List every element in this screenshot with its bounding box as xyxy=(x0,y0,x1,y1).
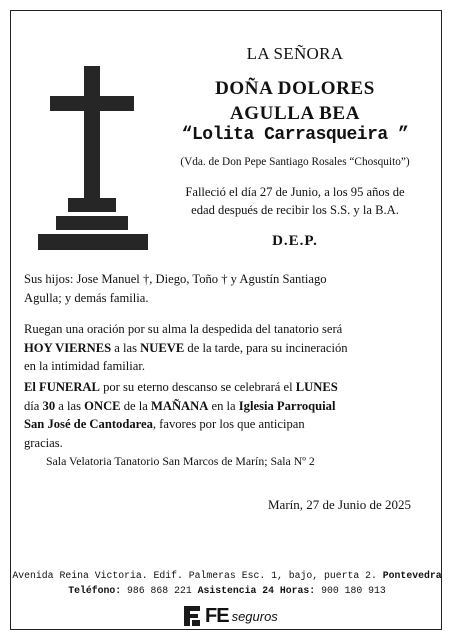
wake-location: Sala Velatoria Tanatorio San Marcos de Marín; Sala Nº 2 xyxy=(46,454,315,468)
funeral-home-footer xyxy=(0,568,454,598)
death-line-2: edad después de recibir los S.S. y la B.A. xyxy=(191,203,399,217)
fe-seguros-logo xyxy=(182,602,278,630)
footer-phones: Teléfono: 986 868 221 Asistencia 24 Horas: 900 180 913 xyxy=(68,585,386,596)
death-details xyxy=(150,183,440,219)
funeral-line-1: El FUNERAL por su eterno descanso se celebrará el LUNES xyxy=(24,380,338,394)
widow-of-line: (Vda. de Don Pepe Santiago Rosales “Chosquito”) xyxy=(180,156,410,168)
funeral-line-3: San José de Cantodarea, favores por los que anticipan xyxy=(24,417,305,431)
family-line-1: Sus hijos: Jose Manuel †, Diego, Toño † y Agustín Santiago xyxy=(24,272,327,286)
heading: LA SEÑORA xyxy=(246,44,344,63)
death-line-1: Falleció el día 27 de Junio, a los 95 años de xyxy=(185,185,405,199)
deceased-name-line1: DOÑA DOLORES xyxy=(215,78,375,99)
fe-seguros-logo-icon xyxy=(182,604,202,628)
funeral-paragraph xyxy=(24,378,428,452)
prayer-line-3: en la intimidad familiar. xyxy=(24,359,146,373)
footer-address: Avenida Reina Victoria. Edif. Palmeras Esc. 1, bajo, puerta 2. Pontevedra xyxy=(12,570,442,581)
dep-label: D.E.P. xyxy=(272,233,318,249)
funeral-line-2: día 30 a las ONCE de la MAÑANA en la Iglesia Parroquial xyxy=(24,398,336,413)
prayer-paragraph xyxy=(24,320,428,376)
deceased-name-line2: AGULLA BEA xyxy=(229,103,361,124)
prayer-line-2: HOY VIERNES a las NUEVE de la tarde, para su incineración xyxy=(24,340,348,355)
family-line-2: Agulla; y demás familia. xyxy=(24,290,149,305)
prayer-line-1: Ruegan una oración por su alma la despedida del tanatorio será xyxy=(24,322,343,336)
deceased-nickname: “Lolita Carrasqueira ” xyxy=(181,125,409,145)
logo-brand: FE xyxy=(205,604,229,627)
cross-icon xyxy=(38,66,148,252)
place-and-date: Marín, 27 de Junio de 2025 xyxy=(268,497,411,512)
family-paragraph xyxy=(24,270,428,307)
logo-word: seguros xyxy=(231,608,278,624)
funeral-line-4: gracias. xyxy=(24,435,63,450)
